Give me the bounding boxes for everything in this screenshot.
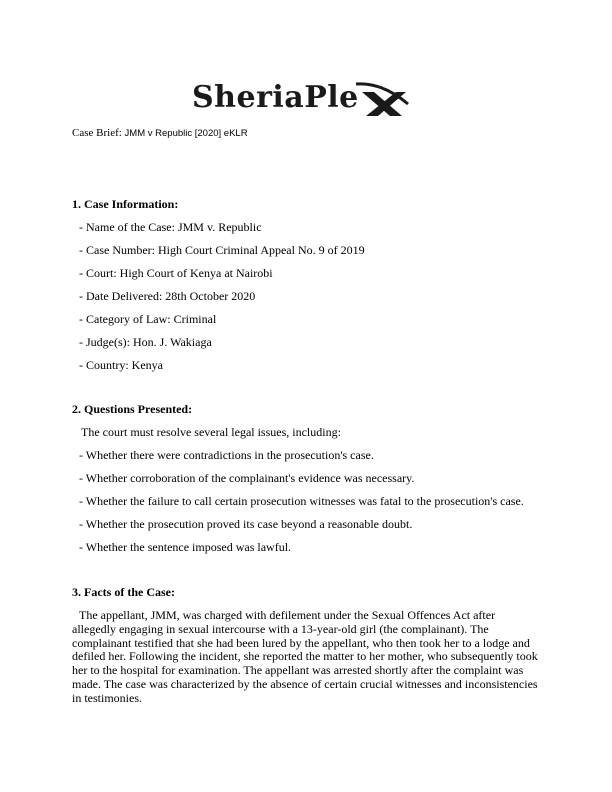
questions-intro: The court must resolve several legal issues, including: [81,425,341,439]
case-info-item: - Name of the Case: JMM v. Republic [79,220,262,234]
case-info-item: - Country: Kenya [79,358,163,372]
question-item: - Whether the sentence imposed was lawful. [79,540,292,554]
case-info-item: - Court: High Court of Kenya at Nairobi [79,266,273,280]
sheriaplex-logo [192,78,422,120]
question-item: - Whether there were contradictions in the prosecution's case. [79,448,374,462]
case-brief-label: Case Brief: [72,127,125,139]
case-reference: JMM v Republic [2020] eKLR [124,128,248,139]
case-info-item: - Date Delivered: 28th October 2020 [79,289,256,303]
section-heading-questions-presented: 2. Questions Presented: [72,402,193,416]
logo-x-mark-icon [352,78,414,120]
facts-paragraph: The appellant, JMM, was charged with defilement under the Sexual Offences Act after allegedly engaging in sexual intercourse with a 13-year-old girl (the complainant). The complainant testified that she had been lured by the appellant, who then took her to a lodge and defiled her. Following the incident, she reported the matter to her mother, who subsequently took her to the hospital for examination. The appellant was arrested shortly after the complaint was made. The case was characterized by the absence of certain crucial witnesses and inconsistencies in testimonies. [72,608,538,705]
logo-text: SheriaPle [192,80,359,115]
section-heading-case-information: 1. Case Information: [72,197,179,211]
question-item: - Whether the failure to call certain prosecution witnesses was fatal to the prosecution's case. [79,494,524,508]
case-brief-title [72,127,248,139]
question-item: - Whether corroboration of the complainant's evidence was necessary. [79,471,415,485]
case-info-item: - Judge(s): Hon. J. Wakiaga [79,335,212,349]
question-item: - Whether the prosecution proved its case beyond a reasonable doubt. [79,517,413,531]
case-info-item: - Category of Law: Criminal [79,312,217,326]
section-heading-facts-of-the-case: 3. Facts of the Case: [72,585,175,599]
case-info-item: - Case Number: High Court Criminal Appeal No. 9 of 2019 [79,243,365,257]
